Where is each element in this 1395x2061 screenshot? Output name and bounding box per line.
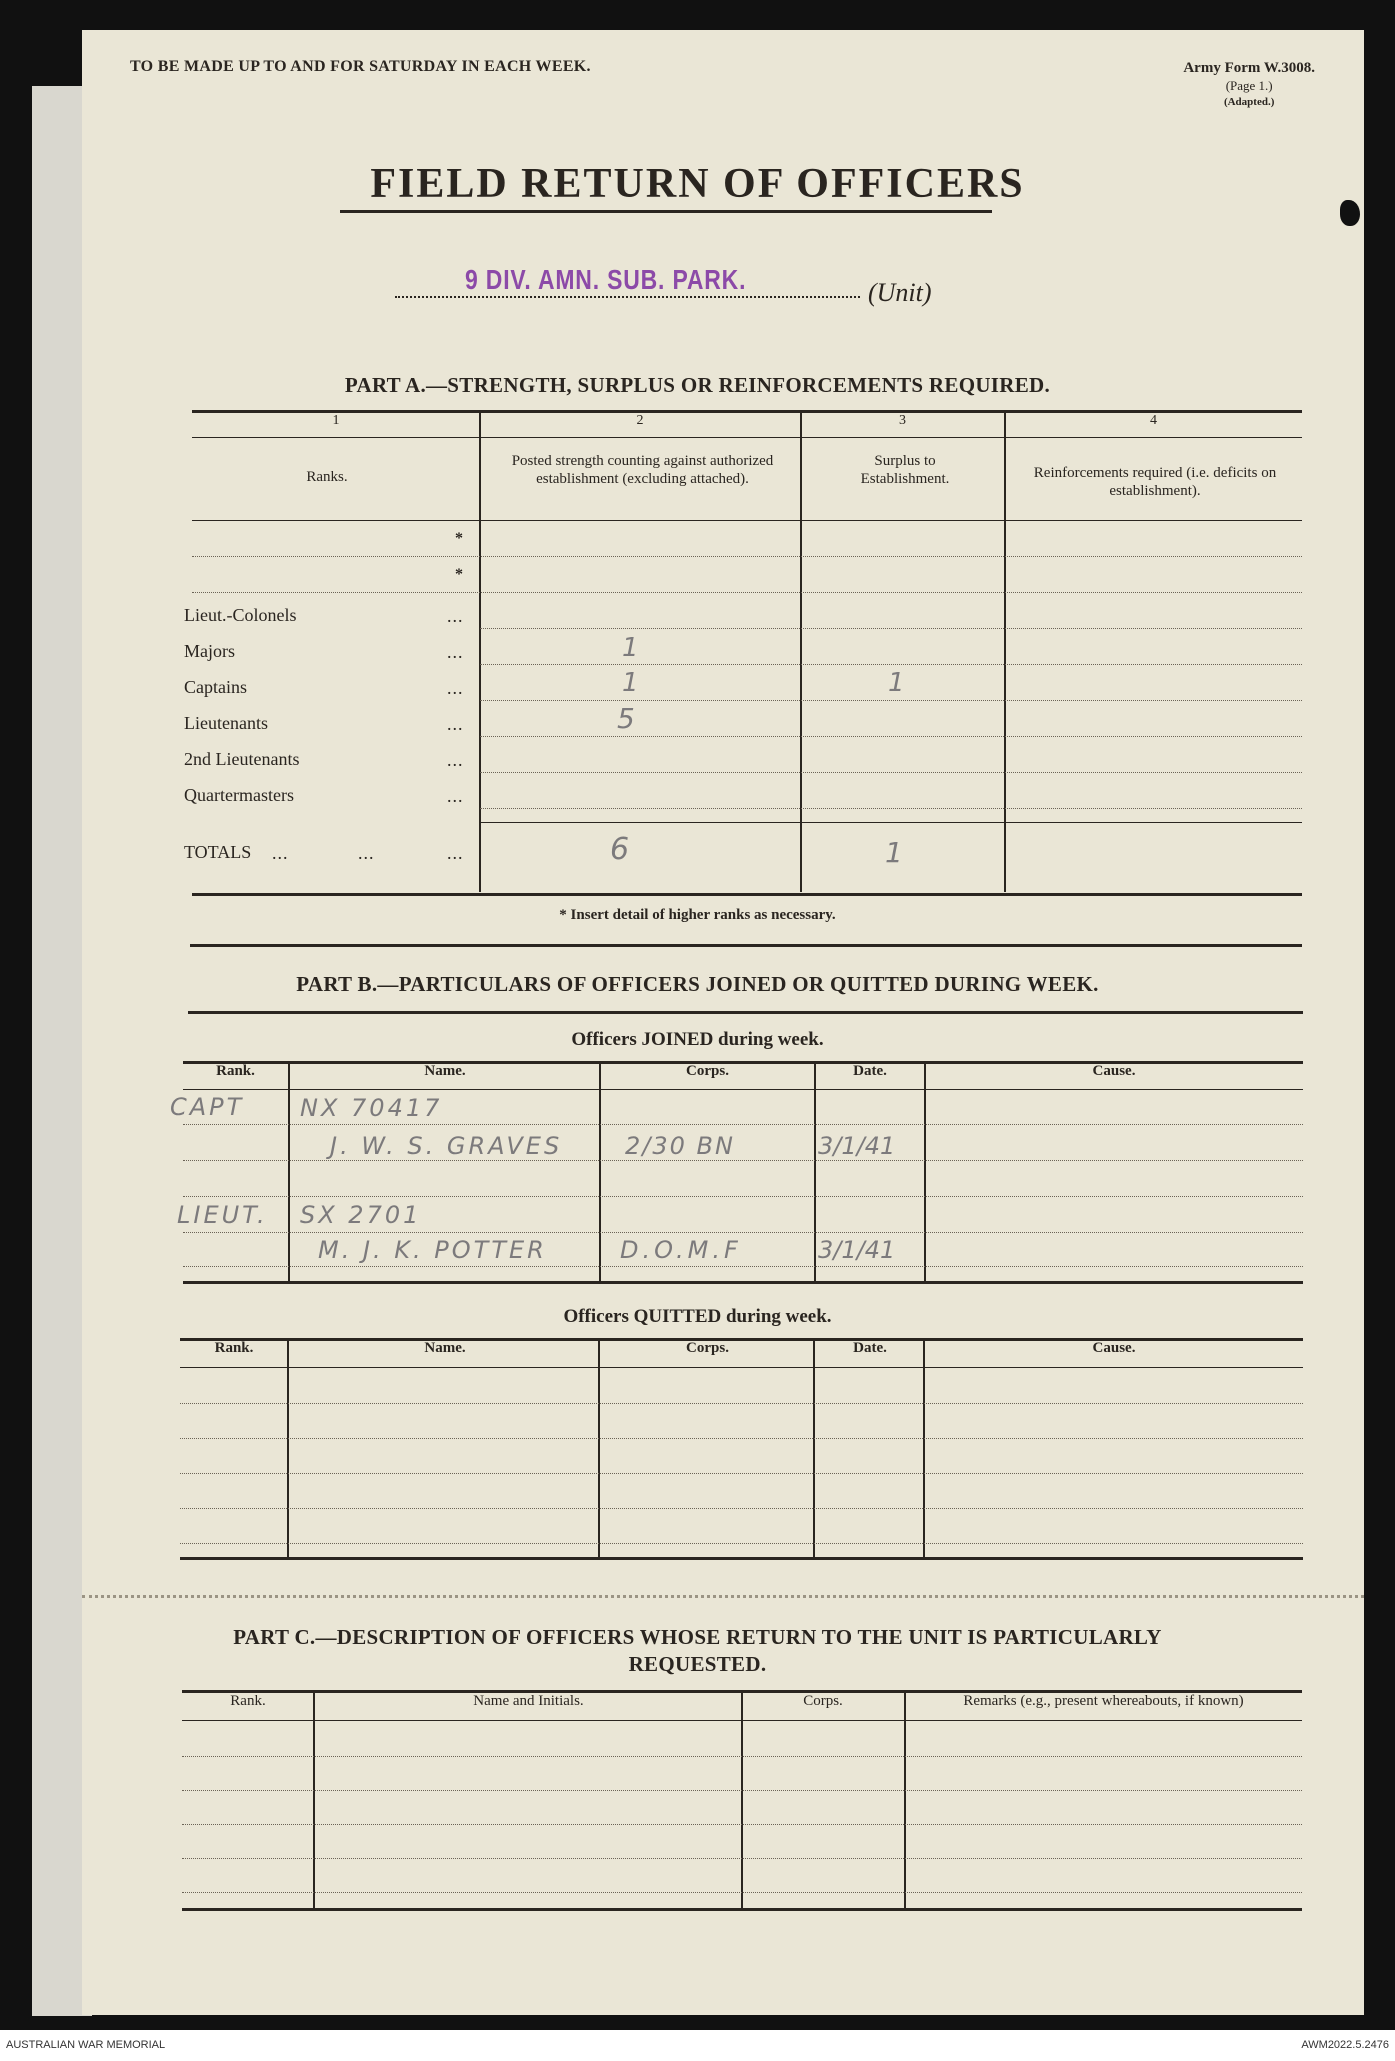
form-number-block: [1183, 60, 1315, 111]
part-c-col-corps: Corps.: [803, 1693, 843, 1709]
row-rule: [180, 1438, 1303, 1439]
row-rule: [183, 1196, 1303, 1197]
part-c-title: [0, 1624, 1395, 1678]
part-a-header-rule: [192, 520, 1302, 521]
perforation-line: [82, 1595, 1364, 1598]
joined-row-1-name: J. W. S. GRAVES: [330, 1132, 563, 1160]
row-rule: [183, 1124, 1303, 1125]
row-rule: [183, 1160, 1303, 1161]
leader-dots: ...: [447, 714, 464, 734]
joined-bottom-rule: [183, 1281, 1303, 1284]
row-rule: [182, 1892, 1302, 1893]
star-marker: *: [455, 530, 463, 547]
row-rule: [180, 1508, 1303, 1509]
part-a-title: PART A.—STRENGTH, SURPLUS OR REINFORCEMENTS REQUIRED.: [344, 373, 1051, 397]
archive-credit: AUSTRALIAN WAR MEMORIAL: [6, 2039, 166, 2051]
joined-col-cause: Cause.: [1092, 1063, 1136, 1079]
surplus-header: Surplus to Establishment.: [860, 453, 950, 487]
leader-dots: ...: [447, 642, 464, 662]
leader-dots: ...: [358, 843, 375, 863]
leader-dots: ...: [447, 678, 464, 698]
adapted-note: (Adapted.): [1223, 96, 1275, 108]
joined-row-2-corps: D.O.M.F: [620, 1236, 742, 1264]
joined-col-divider: [924, 1061, 926, 1281]
row-rule: [180, 1473, 1303, 1474]
quitted-col-divider: [598, 1338, 600, 1558]
totals-label: TOTALS: [184, 842, 252, 862]
joined-col-corps: Corps.: [686, 1063, 729, 1079]
page-title: FIELD RETURN OF OFFICERS: [370, 161, 1025, 207]
quitted-col-divider: [813, 1338, 815, 1558]
quitted-col-corps: Corps.: [686, 1340, 729, 1356]
reinforcements-header: Reinforcements required (i.e. deficits on establishment).: [1033, 465, 1277, 499]
part-b-title: PART B.—PARTICULARS OF OFFICERS JOINED OR QUITTED DURING WEEK.: [296, 972, 1099, 996]
instruction-text: TO BE MADE UP TO AND FOR SATURDAY IN EACH WEEK.: [130, 58, 591, 75]
majors-posted-value: 1: [622, 633, 639, 663]
row-rule: [480, 664, 1302, 665]
joined-row-1-date: 3/1/41: [818, 1132, 896, 1160]
leader-dots: ...: [272, 843, 289, 863]
row-rule: [182, 1824, 1302, 1825]
form-sheet: [82, 30, 1364, 2015]
part-a-bottom-rule: [192, 893, 1302, 896]
part-c-title-line-1: PART C.—DESCRIPTION OF OFFICERS WHOSE RETURN TO THE UNIT IS PARTICULARLY: [233, 1625, 1162, 1649]
rank-majors: Majors: [184, 641, 235, 661]
quitted-col-divider: [287, 1338, 289, 1558]
part-a-num-rule: [192, 437, 1302, 438]
row-rule: [480, 700, 1302, 701]
row-rule: [480, 772, 1302, 773]
joined-row-2-rank: LIEUT.: [177, 1201, 268, 1229]
unit-stamp: 9 DIV. AMN. SUB. PARK.: [465, 264, 747, 295]
joined-col-rank: Rank.: [216, 1063, 255, 1079]
joined-col-divider: [288, 1061, 290, 1281]
part-c-col-remarks: Remarks (e.g., present whereabouts, if known): [963, 1693, 1244, 1709]
row-rule: [180, 1403, 1303, 1404]
joined-col-divider: [599, 1061, 601, 1281]
quitted-col-name: Name.: [424, 1340, 466, 1356]
quitted-bottom-rule: [180, 1557, 1303, 1560]
form-number: Army Form W.3008.: [1183, 60, 1315, 76]
part-c-col-divider: [741, 1690, 743, 1910]
row-rule: [183, 1266, 1303, 1267]
page-number: (Page 1.): [1225, 78, 1273, 93]
totals-top-rule: [480, 822, 1302, 823]
lieutenants-posted-value: 5: [617, 702, 635, 735]
row-rule: [180, 1543, 1303, 1544]
leader-dots: ...: [447, 843, 464, 863]
rank-2nd-lieutenants: 2nd Lieutenants: [184, 749, 300, 769]
joined-row-2-date: 3/1/41: [818, 1236, 896, 1264]
part-c-col-name: Name and Initials.: [473, 1693, 584, 1709]
row-rule: [192, 556, 1302, 557]
rank-quartermasters: Quartermasters: [184, 785, 294, 805]
col-number-2: 2: [636, 413, 644, 428]
caption-strip: [0, 2030, 1395, 2061]
quitted-header-rule: [180, 1367, 1303, 1368]
joined-row-1-rank: CAPT: [170, 1093, 245, 1121]
row-rule: [480, 808, 1302, 809]
quitted-col-divider: [923, 1338, 925, 1558]
joined-row-2-name: M. J. K. POTTER: [318, 1236, 547, 1264]
quitted-col-date: Date.: [853, 1340, 887, 1356]
joined-col-date: Date.: [853, 1063, 887, 1079]
captains-posted-value: 1: [622, 668, 639, 698]
joined-row-1-number: NX 70417: [300, 1094, 443, 1122]
quitted-col-cause: Cause.: [1092, 1340, 1136, 1356]
part-c-col-rank: Rank.: [230, 1693, 266, 1709]
joined-col-divider: [814, 1061, 816, 1281]
rank-lieut-colonels: Lieut.-Colonels: [184, 605, 297, 625]
joined-header-rule: [183, 1089, 1303, 1090]
part-a-col-divider-2: [800, 410, 802, 892]
row-rule: [182, 1790, 1302, 1791]
archive-reference: AWM2022.5.2476: [1301, 2039, 1389, 2051]
part-a-col-divider-1: [479, 410, 481, 892]
part-a-col-divider-3: [1004, 410, 1006, 892]
part-a-footnote: * Insert detail of higher ranks as necessary.: [559, 907, 836, 923]
row-rule: [480, 628, 1302, 629]
posted-strength-header: Posted strength counting against authorized establishment (excluding attached).: [511, 453, 774, 487]
leader-dots: ...: [447, 606, 464, 626]
col-number-4: 4: [1150, 413, 1157, 428]
captains-surplus-value: 1: [888, 668, 905, 698]
star-marker: *: [455, 566, 463, 583]
part-b-top-rule: [188, 1011, 1303, 1014]
part-c-col-divider: [904, 1690, 906, 1910]
ranks-header: Ranks.: [306, 469, 348, 485]
row-rule: [480, 736, 1302, 737]
totals-posted-value: 6: [610, 832, 630, 867]
row-rule: [192, 592, 1302, 593]
title-underline: [340, 210, 992, 213]
col-number-1: 1: [332, 413, 340, 428]
part-c-col-divider: [313, 1690, 315, 1910]
quitted-col-rank: Rank.: [214, 1340, 254, 1356]
rank-lieutenants: Lieutenants: [184, 713, 268, 733]
joined-col-name: Name.: [424, 1063, 466, 1079]
row-rule: [182, 1756, 1302, 1757]
col-number-3: 3: [899, 413, 906, 428]
leader-dots: ...: [447, 786, 464, 806]
rank-captains: Captains: [184, 677, 247, 697]
part-c-title-line-2: REQUESTED.: [628, 1652, 767, 1676]
totals-surplus-value: 1: [885, 836, 903, 869]
section-rule: [190, 944, 1302, 947]
part-c-bottom-rule: [182, 1908, 1302, 1911]
row-rule: [183, 1232, 1303, 1233]
joined-row-1-corps: 2/30 BN: [625, 1132, 735, 1160]
row-rule: [182, 1858, 1302, 1859]
joined-subtitle: Officers JOINED during week.: [571, 1029, 824, 1050]
joined-row-2-number: SX 2701: [300, 1201, 422, 1229]
unit-field-line: [395, 296, 860, 298]
leader-dots: ...: [447, 750, 464, 770]
unit-label: (Unit): [868, 278, 932, 307]
quitted-subtitle: Officers QUITTED during week.: [563, 1306, 832, 1327]
